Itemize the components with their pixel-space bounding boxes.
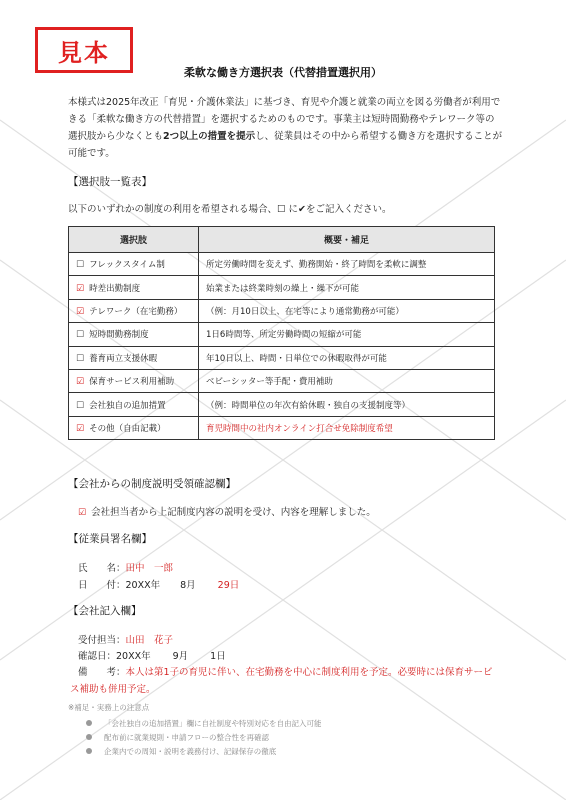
options-table-header bbox=[69, 227, 495, 253]
option-row bbox=[69, 323, 495, 346]
checked-checkbox-icon[interactable]: ☑ bbox=[76, 306, 85, 317]
option-label: テレワーク（在宅勤務） bbox=[89, 306, 183, 317]
employee-heading: 【従業員署名欄】 bbox=[68, 533, 152, 545]
intro-text-2: し、従業員はその中から希望する働き方を選択することが可能です。 bbox=[68, 131, 503, 159]
employee-date-day[interactable]: 29日 bbox=[217, 580, 240, 591]
option-cell bbox=[69, 276, 199, 299]
checked-checkbox-icon[interactable]: ☑ bbox=[76, 377, 85, 388]
checked-checkbox-icon[interactable]: ☑ bbox=[76, 423, 85, 434]
option-cell bbox=[69, 299, 199, 322]
notes-list bbox=[86, 716, 322, 758]
company-heading: 【会社記入欄】 bbox=[68, 605, 142, 617]
checked-checkbox-icon[interactable]: ☑ bbox=[76, 283, 85, 294]
confirm-checkbox-icon[interactable]: ☑ bbox=[78, 508, 87, 518]
confirm-heading: 【会社からの制度説明受領確認欄】 bbox=[68, 478, 236, 490]
summary-cell: （例：時間単位の年次有給休暇・独自の支援制度等） bbox=[199, 393, 495, 416]
remarks-value[interactable]: 本人は第1子の育児に伴い、在宅勤務を中心に制度利用を予定。必要時には保育サービス補助も併用予定。 bbox=[70, 667, 493, 695]
options-table-body bbox=[69, 253, 495, 440]
option-cell bbox=[69, 253, 199, 276]
option-cell bbox=[69, 346, 199, 369]
summary-cell: ベビーシッター等手配・費用補助 bbox=[199, 369, 495, 392]
option-label: その他（自由記載） bbox=[89, 423, 166, 434]
option-label: 時差出勤制度 bbox=[89, 283, 141, 294]
employee-date-year[interactable]: 20XX年 bbox=[125, 580, 161, 591]
confirm-text: 会社担当者から上記制度内容の説明を受け、内容を理解しました。 bbox=[91, 507, 376, 518]
bullet-icon bbox=[86, 720, 92, 726]
unchecked-checkbox-icon[interactable]: ☐ bbox=[76, 330, 85, 341]
option-cell bbox=[69, 369, 199, 392]
receiver-value[interactable]: 山田 花子 bbox=[125, 635, 174, 646]
summary-cell: 所定労働時間を変えず、勤務開始・終了時間を柔軟に調整 bbox=[199, 253, 495, 276]
option-label: 保育サービス利用補助 bbox=[89, 377, 175, 388]
option-row bbox=[69, 393, 495, 416]
option-row bbox=[69, 369, 495, 392]
summary-cell: 育児時間中の社内オンライン打合せ免除制度希望 bbox=[199, 416, 495, 439]
summary-cell: 年10日以上、時間・日単位での休暇取得が可能 bbox=[199, 346, 495, 369]
unchecked-checkbox-icon[interactable]: ☐ bbox=[76, 400, 85, 411]
option-label: 養育両立支援休暇 bbox=[89, 353, 158, 364]
bullet-icon bbox=[86, 734, 92, 740]
col-option-header: 選択肢 bbox=[69, 227, 199, 253]
note-text: 企業内での周知・説明を義務付け、記録保存の徹底 bbox=[104, 746, 277, 756]
company-date-month[interactable]: 9月 bbox=[172, 651, 189, 662]
option-cell bbox=[69, 416, 199, 439]
confirm-row bbox=[78, 504, 376, 518]
employee-name-label: 氏 名： bbox=[78, 563, 126, 574]
employee-date-label: 日 付： bbox=[78, 580, 126, 591]
intro-text-1: 本様式は2025年改正「育児・介護休業法」に基づき、育児や介護と就業の両立を図る労働者が利用できる「柔軟な働き方の代替措置」を選択するためのものです。事業主は短時間勤務やテレワーク等の選択肢から少なくとも bbox=[68, 97, 501, 142]
option-label: 会社独自の追加措置 bbox=[89, 400, 166, 411]
remarks-field bbox=[70, 664, 502, 698]
intro-text-bold: 2つ以上の措置を提示 bbox=[163, 131, 256, 142]
note-item bbox=[86, 744, 322, 758]
note-text: 配布前に就業規則・申請フローの整合性を再確認 bbox=[104, 732, 269, 742]
option-cell bbox=[69, 393, 199, 416]
option-label: フレックスタイム制 bbox=[89, 260, 165, 271]
sample-stamp: 見本 bbox=[35, 27, 133, 73]
bullet-icon bbox=[86, 748, 92, 754]
employee-name-field bbox=[78, 560, 173, 574]
company-date-field bbox=[78, 648, 226, 662]
note-item bbox=[86, 730, 322, 744]
options-lead: 以下のいずれかの制度の利用を希望される場合、☐ に✔をご記入ください。 bbox=[68, 204, 392, 215]
col-summary-header: 概要・補足 bbox=[199, 227, 495, 253]
note-item bbox=[86, 716, 322, 730]
company-date-year[interactable]: 20XX年 bbox=[116, 651, 151, 662]
intro-paragraph bbox=[68, 94, 503, 162]
summary-cell: （例：月10日以上、在宅等により通常勤務が可能） bbox=[199, 299, 495, 322]
employee-name-value[interactable]: 田中 一郎 bbox=[125, 563, 174, 574]
unchecked-checkbox-icon[interactable]: ☐ bbox=[76, 260, 85, 271]
option-row bbox=[69, 346, 495, 369]
unchecked-checkbox-icon[interactable]: ☐ bbox=[76, 353, 85, 364]
employee-date-month[interactable]: 8月 bbox=[180, 580, 196, 591]
option-row bbox=[69, 276, 495, 299]
option-row bbox=[69, 416, 495, 439]
page-title: 柔軟な働き方選択表（代替措置選択用） bbox=[184, 66, 382, 79]
option-row bbox=[69, 299, 495, 322]
options-table bbox=[68, 226, 495, 440]
option-cell bbox=[69, 323, 199, 346]
company-date-label: 確認日： bbox=[78, 651, 117, 662]
remarks-label: 備 考： bbox=[78, 667, 126, 678]
company-date-day[interactable]: 1日 bbox=[210, 651, 226, 662]
receiver-field bbox=[78, 632, 173, 646]
summary-cell: 1日6時間等、所定労働時間の短縮が可能 bbox=[199, 323, 495, 346]
option-label: 短時間勤務制度 bbox=[89, 330, 149, 341]
receiver-label: 受付担当： bbox=[78, 635, 126, 646]
notes-heading: ※補足・実務上の注意点 bbox=[68, 703, 150, 712]
note-text: 「会社独自の追加措置」欄に自社制度や特別対応を自由記入可能 bbox=[104, 718, 322, 728]
option-row bbox=[69, 253, 495, 276]
summary-cell: 始業または終業時刻の繰上・繰下が可能 bbox=[199, 276, 495, 299]
options-heading: 【選択肢一覧表】 bbox=[68, 176, 152, 188]
employee-date-field bbox=[78, 577, 239, 591]
